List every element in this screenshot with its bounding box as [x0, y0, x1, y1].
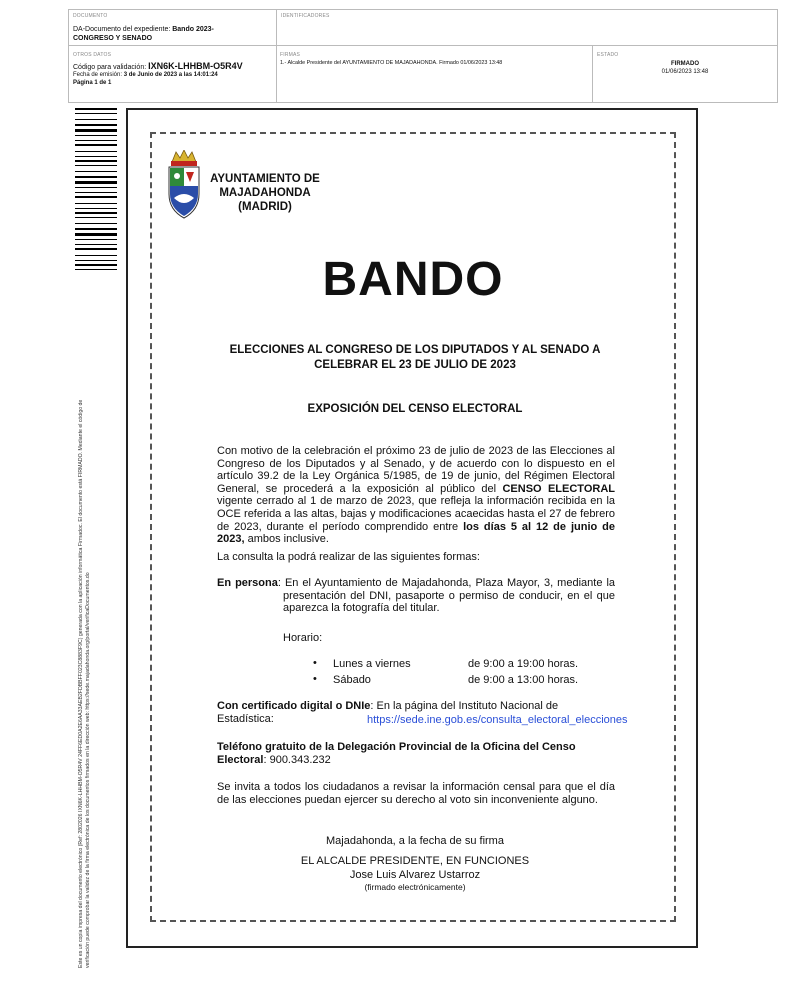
estado-label: ESTADO	[597, 52, 619, 58]
barcode-bar	[75, 264, 117, 266]
barcode-bar	[75, 260, 117, 261]
schedule-list	[305, 658, 605, 690]
status-date: 01/06/2023 13:48	[661, 69, 709, 75]
barcode-bar	[75, 196, 117, 198]
paragraph-intro: Con motivo de la celebración el próximo 23 de julio de 2023 de las Elecciones al Congreso de los Diputados y al Senado, y de acuerdo con lo dispuesto en el artículo 39.2 de la Ley Orgánica 5/1985, de 19 de junio, del Régimen Electoral General, se procederá a la exposición al público del CENSO ELECTORAL vigente cerrado al 1 de marzo de 2023, que refleja la información recibida en la OCE referida a las altas, bajas y modificaciones acaecidas hasta el 27 de febrero de 2023, durante el período comprendido entre los días 5 al 12 de junio de 2023, ambos inclusive.	[217, 445, 615, 546]
barcode-bar	[75, 119, 117, 120]
barcode-bar	[75, 255, 117, 256]
barcode-bar	[75, 176, 117, 178]
verification-side-text: Este es un copia impresa del documento electrónico (Ref: 2802026 IXN6K-LHHBM-O5R4V 24FF6ED0A2E6AA33AEB2FDBBFF023C8883F9C) generada con la aplicación informática Firmadoc. El documento está FIRMADO. Mediante el código de verificación puede comprobar la validez de la firma electrónica de los documentos firmados en la dirección web: https://sede.majadahonda.org/portal/verificaDocumentos.do	[78, 399, 91, 968]
barcode-bar	[75, 203, 117, 204]
barcode-bar	[75, 144, 117, 146]
doc-cell	[69, 10, 277, 46]
barcode-bar	[75, 233, 117, 236]
barcode-bar	[75, 151, 117, 152]
document-header	[68, 9, 778, 103]
barcode-bar	[75, 244, 117, 245]
barcode-bar	[75, 165, 117, 166]
other-data-cell	[69, 46, 277, 102]
barcode-bar	[75, 228, 117, 230]
barcode-bar	[75, 208, 117, 209]
paragraph-phone: Teléfono gratuito de la Delegación Provincial de la Oficina del Censo Electoral: 900.343.232	[217, 741, 576, 766]
barcode-bar	[75, 192, 117, 193]
signature-note: (firmado electrónicamente)	[364, 882, 466, 892]
paragraph-invite: Se invita a todos los ciudadanos a revisar la información censal para que el día de las elecciones puedan ejercer su derecho al voto sin inconveniente alguno.	[217, 781, 615, 806]
subtitle: ELECCIONES AL CONGRESO DE LOS DIPUTADOS Y AL SENADO A CELEBRAR EL 23 DE JULIO DE 2023	[229, 344, 601, 371]
barcode-bar	[75, 239, 117, 240]
ident-label: IDENTIFICADORES	[281, 13, 330, 19]
barcode-icon	[75, 108, 117, 276]
identifiers-cell	[277, 10, 777, 46]
signature-entry: 1.- Alcalde Presidente del AYUNTAMIENTO DE MAJADAHONDA. Firmado 01/06/2023 13:48	[280, 60, 503, 66]
otros-label: OTROS DATOS	[73, 52, 112, 58]
firmas-label: FIRMAS	[280, 52, 301, 58]
barcode-bar	[75, 108, 117, 110]
barcode-bar	[75, 223, 117, 224]
signature-place: Majadahonda, a la fecha de su firma	[326, 835, 504, 847]
page-title: BANDO	[322, 253, 504, 306]
coat-of-arms-icon	[166, 150, 202, 220]
paragraph-consulta: La consulta la podrá realizar de las siguientes formas:	[217, 551, 480, 563]
bullet-icon: •	[313, 657, 317, 669]
barcode-bar	[75, 124, 117, 126]
signature-role: EL ALCALDE PRESIDENTE, EN FUNCIONES	[300, 855, 530, 867]
section-title: EXPOSICIÓN DEL CENSO ELECTORAL	[307, 403, 523, 415]
barcode-bar	[75, 212, 117, 214]
ine-link[interactable]: https://sede.ine.gob.es/consulta_electoral_elecciones	[367, 714, 628, 726]
schedule-row: • Lunes a viernes de 9:00 a 19:00 horas.	[313, 657, 579, 670]
barcode-bar	[75, 248, 117, 250]
barcode-bar	[75, 135, 117, 136]
status-cell	[593, 46, 777, 102]
validation-code: Código para validación: IXN6K-LHHBM-O5R4V	[73, 61, 243, 71]
paragraph-digital: Con certificado digital o DNIe: En la página del Instituto Nacional de Estadística:	[217, 700, 559, 725]
barcode-bar	[75, 187, 117, 188]
barcode-bar	[75, 217, 117, 218]
barcode-bar	[75, 160, 117, 162]
doc-label: DOCUMENTO	[73, 13, 108, 19]
horario-label: Horario:	[283, 632, 323, 644]
barcode-bar	[75, 113, 117, 114]
town-name: AYUNTAMIENTO DE MAJADAHONDA (MADRID)	[210, 173, 320, 213]
signatures-cell	[277, 46, 593, 102]
barcode-bar	[75, 129, 117, 132]
barcode-bar	[75, 171, 117, 172]
paragraph-in-person: En persona: En el Ayuntamiento de Majadahonda, Plaza Mayor, 3, mediante la presentación del DNI, pasaporte o permiso de conducir, en el que aparezca la fotografía del titular.	[217, 577, 616, 615]
barcode-bar	[75, 140, 117, 141]
barcode-bar	[75, 269, 117, 270]
schedule-row: • Sábado de 9:00 a 13:00 horas.	[313, 673, 579, 686]
emission-date: Fecha de emisión: 3 de Junio de 2023 a las 14:01:24	[73, 72, 218, 78]
status-value: FIRMADO	[671, 61, 699, 67]
doc-title: DA-Documento del expediente: Bando 2023- CONGRESO Y SENADO	[73, 26, 214, 42]
barcode-bar	[75, 181, 117, 184]
bullet-icon: •	[313, 673, 317, 685]
barcode-bar	[75, 156, 117, 157]
signature-name: Jose Luis Alvarez Ustarroz	[349, 869, 481, 881]
page-count: Página 1 de 1	[73, 80, 112, 86]
